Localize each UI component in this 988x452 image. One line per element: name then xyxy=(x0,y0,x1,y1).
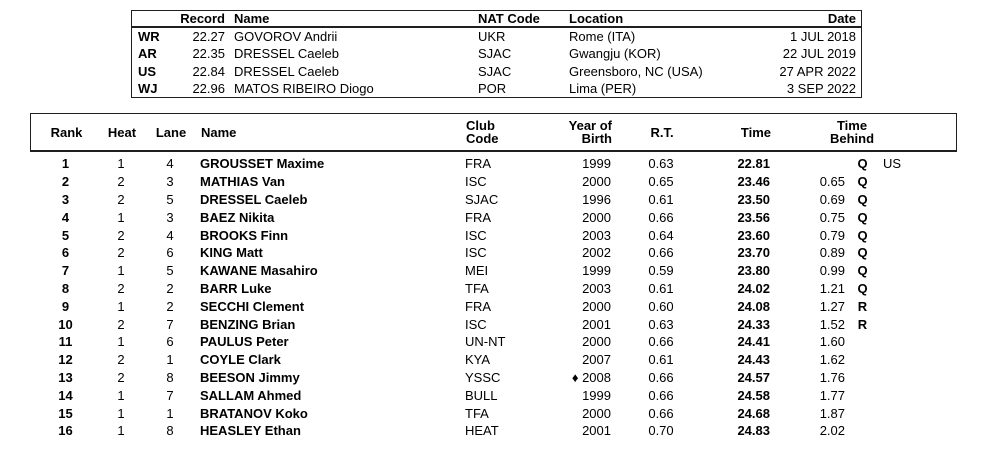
result-row-cell-q: Q xyxy=(857,280,868,296)
result-row-cell-time: 23.80 xyxy=(737,263,770,279)
result-row-cell-heat: 2 xyxy=(117,191,125,207)
record-row-cell-date: 27 APR 2022 xyxy=(779,63,856,79)
result-row-cell-name: BAEZ Nikita xyxy=(200,209,275,225)
result-row-cell-time: 23.56 xyxy=(737,209,770,225)
result-row-cell-rt: 0.66 xyxy=(648,369,674,385)
record-row-cell-type: AR xyxy=(138,46,157,62)
results-header-time-behind xyxy=(776,119,928,145)
result-row-cell-q: Q xyxy=(857,227,868,243)
result-row-cell-lane: 3 xyxy=(166,174,174,190)
result-row-cell-rank: 12 xyxy=(58,352,73,368)
result-row-cell-behind: 1.87 xyxy=(819,405,845,421)
result-row-cell-lane: 6 xyxy=(166,245,174,261)
result-row-cell-yob: 2003 xyxy=(582,227,611,243)
result-row-cell-heat: 2 xyxy=(117,227,125,243)
result-row-cell-rank: 10 xyxy=(58,316,73,332)
result-row-cell-time: 24.83 xyxy=(737,423,770,439)
result-row-cell-lane: 2 xyxy=(166,280,174,296)
result-row-cell-heat: 2 xyxy=(117,352,125,368)
result-row-cell-name: KING Matt xyxy=(200,245,263,261)
result-row-cell-q: Q xyxy=(857,174,868,190)
result-row-cell-heat: 1 xyxy=(117,387,125,403)
result-row-cell-rank: 1 xyxy=(61,156,70,172)
result-row-cell-behind: 0.79 xyxy=(819,227,845,243)
result-row-cell-time: 24.57 xyxy=(737,369,770,385)
result-row-cell-behind: 1.77 xyxy=(819,387,845,403)
result-row-cell-name: PAULUS Peter xyxy=(200,334,289,350)
record-row-cell-date: 22 JUL 2019 xyxy=(782,46,856,62)
result-row-cell-club: ISC xyxy=(465,174,487,190)
result-row-cell-heat: 1 xyxy=(117,405,125,421)
result-row-cell-rank: 9 xyxy=(61,298,70,314)
result-row xyxy=(30,244,957,262)
result-row-cell-rank: 16 xyxy=(58,423,73,439)
result-row-cell-heat: 2 xyxy=(117,316,125,332)
record-row xyxy=(132,80,861,97)
result-row-cell-rt: 0.65 xyxy=(648,174,674,190)
result-row-cell-club: SJAC xyxy=(465,191,499,207)
record-row-cell-location: Rome (ITA) xyxy=(569,29,636,45)
result-row-cell-behind: 1.27 xyxy=(819,298,845,314)
result-row-cell-lane: 5 xyxy=(166,263,174,279)
records-header-row xyxy=(132,11,861,28)
result-row-cell-rank: 14 xyxy=(58,387,73,403)
results-header-yob-line1: Year of xyxy=(568,118,612,133)
result-row-cell-behind: 0.89 xyxy=(819,245,845,261)
result-row-cell-club: KYA xyxy=(465,352,491,368)
record-row-cell-name: DRESSEL Caeleb xyxy=(234,46,340,62)
result-row-cell-time: 23.60 xyxy=(737,227,770,243)
result-row-cell-name: MATHIAS Van xyxy=(200,174,285,190)
result-row-cell-q: Q xyxy=(857,263,868,279)
record-row-cell-nat: SJAC xyxy=(478,63,512,79)
result-row-cell-rt: 0.63 xyxy=(648,156,674,172)
results-header-lane: Lane xyxy=(155,124,187,140)
record-row-cell-location: Gwangju (KOR) xyxy=(569,46,661,62)
record-row-cell-record: 22.84 xyxy=(192,63,225,79)
result-row xyxy=(30,191,957,209)
result-row-cell-club: ISC xyxy=(465,227,487,243)
record-row-cell-record: 22.96 xyxy=(192,80,225,96)
result-row-cell-lane: 1 xyxy=(166,352,174,368)
result-row-cell-time: 22.81 xyxy=(737,156,770,172)
record-row-cell-location: Lima (PER) xyxy=(569,80,637,96)
result-row-cell-time: 24.41 xyxy=(737,334,770,350)
result-row-cell-yob: 2007 xyxy=(582,352,611,368)
record-row-cell-name: DRESSEL Caeleb xyxy=(234,63,340,79)
result-row-cell-yob: 1996 xyxy=(582,191,611,207)
result-row-cell-time: 24.58 xyxy=(737,387,770,403)
result-row-cell-name: BRATANOV Koko xyxy=(200,405,308,421)
result-row-cell-rank: 6 xyxy=(61,245,70,261)
result-row-cell-time: 23.46 xyxy=(737,174,770,190)
result-row-cell-rank: 7 xyxy=(61,263,70,279)
record-row xyxy=(132,28,861,45)
result-row-cell-club: BULL xyxy=(465,387,498,403)
record-row-cell-type: US xyxy=(138,63,157,79)
result-row-cell-rank: 11 xyxy=(58,334,73,350)
result-row-cell-club: YSSC xyxy=(465,369,501,385)
result-row-cell-club: FRA xyxy=(465,209,491,225)
result-row xyxy=(30,226,957,244)
result-row-cell-rt: 0.64 xyxy=(648,227,674,243)
record-row-cell-record: 22.35 xyxy=(192,46,225,62)
result-row-cell-time: 24.43 xyxy=(737,352,770,368)
result-row-cell-name: DRESSEL Caeleb xyxy=(200,191,308,207)
result-row-cell-yob: 2000 xyxy=(582,298,611,314)
results-header-row xyxy=(30,113,957,152)
records-header-nat-code: NAT Code xyxy=(478,11,540,26)
records-header-record: Record xyxy=(180,11,225,26)
result-row-cell-lane: 3 xyxy=(166,209,174,225)
record-row-cell-date: 3 SEP 2022 xyxy=(786,80,856,96)
record-row-cell-date: 1 JUL 2018 xyxy=(789,29,856,45)
result-row-cell-rt: 0.61 xyxy=(648,352,674,368)
result-row-cell-behind: 1.60 xyxy=(819,334,845,350)
result-row-cell-yob: 1999 xyxy=(582,263,611,279)
records-header-name: Name xyxy=(234,11,270,26)
result-row-cell-behind: 1.21 xyxy=(819,280,845,296)
result-row-cell-yob: 2001 xyxy=(582,316,611,332)
result-row xyxy=(30,280,957,298)
result-row-cell-time: 23.50 xyxy=(737,191,770,207)
results-header-rank: Rank xyxy=(50,124,83,140)
result-row xyxy=(30,386,957,404)
result-row-cell-lane: 8 xyxy=(166,423,174,439)
result-row-cell-rt: 0.61 xyxy=(648,280,674,296)
record-row-cell-nat: SJAC xyxy=(478,46,512,62)
result-row-cell-yob: 2000 xyxy=(582,334,611,350)
result-row-cell-rt: 0.66 xyxy=(648,245,674,261)
record-row-cell-name: GOVOROV Andrii xyxy=(234,29,338,45)
result-row-cell-rank: 13 xyxy=(58,369,73,385)
result-row-cell-heat: 1 xyxy=(117,423,125,439)
result-row-cell-lane: 2 xyxy=(166,298,174,314)
result-row-cell-heat: 1 xyxy=(117,334,125,350)
result-row xyxy=(30,351,957,369)
results-rows xyxy=(30,152,957,440)
result-row-cell-rt: 0.66 xyxy=(648,209,674,225)
result-row-cell-note: US xyxy=(883,156,902,172)
result-row-cell-time: 24.02 xyxy=(737,280,770,296)
result-row-cell-club: HEAT xyxy=(465,423,499,439)
result-row-cell-name: KAWANE Masahiro xyxy=(200,263,318,279)
record-row-cell-type: WR xyxy=(138,29,160,45)
result-row xyxy=(30,422,957,440)
record-row-cell-location: Greensboro, NC (USA) xyxy=(569,63,703,79)
result-row-cell-lane: 1 xyxy=(166,405,174,421)
result-row-cell-behind: 1.62 xyxy=(819,352,845,368)
records-table xyxy=(131,10,862,98)
results-header-behind-line1: Time xyxy=(836,118,868,133)
result-row-cell-lane: 6 xyxy=(166,334,174,350)
result-row-cell-heat: 2 xyxy=(117,174,125,190)
result-row xyxy=(30,404,957,422)
result-row xyxy=(30,155,957,173)
result-row-cell-lane: 7 xyxy=(166,316,174,332)
results-header-club-line2: Code xyxy=(466,131,499,146)
result-row-cell-rank: 15 xyxy=(58,405,73,421)
result-row-cell-rt: 0.59 xyxy=(648,263,674,279)
result-row-cell-heat: 1 xyxy=(117,263,125,279)
result-row xyxy=(30,262,957,280)
result-row-cell-club: UN-NT xyxy=(465,334,506,350)
result-row xyxy=(30,208,957,226)
results-header-yob-line2: Birth xyxy=(581,131,612,146)
result-row-cell-behind: 0.65 xyxy=(819,174,845,190)
result-row-cell-time: 23.70 xyxy=(737,245,770,261)
result-row-cell-time: 24.33 xyxy=(737,316,770,332)
result-row-cell-lane: 7 xyxy=(166,387,174,403)
record-row xyxy=(132,45,861,62)
result-row xyxy=(30,297,957,315)
result-row-cell-rank: 8 xyxy=(61,280,70,296)
result-row-cell-time: 24.68 xyxy=(737,405,770,421)
record-row xyxy=(132,63,861,80)
result-row-cell-yob: 2001 xyxy=(582,423,611,439)
result-row-cell-heat: 1 xyxy=(117,209,125,225)
result-row-cell-lane: 5 xyxy=(166,191,174,207)
results-header-behind-line2: Behind xyxy=(829,131,875,146)
result-row-cell-yob: 1999 xyxy=(582,156,611,172)
result-row-cell-heat: 1 xyxy=(117,298,125,314)
result-row-cell-behind: 1.52 xyxy=(819,316,845,332)
result-row-cell-name: BEESON Jimmy xyxy=(200,369,300,385)
result-row-cell-club: TFA xyxy=(465,405,489,421)
results-header-reaction-time: R.T. xyxy=(650,124,674,140)
result-row-cell-behind: 1.76 xyxy=(819,369,845,385)
result-row-cell-yob: 2003 xyxy=(582,280,611,296)
results-header-year-of-birth xyxy=(536,119,616,145)
result-row-cell-q: Q xyxy=(857,191,868,207)
result-row-cell-yob: 2000 xyxy=(582,174,611,190)
result-row xyxy=(30,369,957,387)
result-row-cell-behind: 2.02 xyxy=(819,423,845,439)
result-row-cell-q: Q xyxy=(857,156,868,172)
result-row-cell-behind: 0.99 xyxy=(819,263,845,279)
result-row-cell-heat: 2 xyxy=(117,369,125,385)
results-header-club-line1: Club xyxy=(466,118,495,133)
result-row-cell-rt: 0.60 xyxy=(648,298,674,314)
result-row-cell-behind: 0.75 xyxy=(819,209,845,225)
result-row-cell-yob: 2000 xyxy=(582,209,611,225)
results-header-club-code xyxy=(466,119,536,145)
result-row-cell-name: COYLE Clark xyxy=(200,352,281,368)
result-row-cell-lane: 4 xyxy=(166,156,174,172)
result-row xyxy=(30,173,957,191)
result-row-cell-club: ISC xyxy=(465,245,487,261)
record-row-cell-nat: POR xyxy=(478,80,507,96)
record-row-cell-nat: UKR xyxy=(478,29,506,45)
results-header-time: Time xyxy=(740,124,771,140)
result-row-cell-rank: 2 xyxy=(61,174,70,190)
result-row-cell-lane: 8 xyxy=(166,369,174,385)
result-row-cell-q: R xyxy=(857,316,868,332)
result-row-cell-lane: 4 xyxy=(166,227,174,243)
result-row-cell-rank: 5 xyxy=(61,227,70,243)
result-row-cell-club: FRA xyxy=(465,156,491,172)
record-row-cell-name: MATOS RIBEIRO Diogo xyxy=(234,80,374,96)
result-row-cell-name: BENZING Brian xyxy=(200,316,296,332)
result-row-cell-name: GROUSSET Maxime xyxy=(200,156,325,172)
result-row-cell-heat: 1 xyxy=(117,156,125,172)
result-row-cell-club: ISC xyxy=(465,316,487,332)
result-row-cell-rt: 0.66 xyxy=(648,334,674,350)
results-header-name: Name xyxy=(201,124,237,140)
result-row-cell-rt: 0.66 xyxy=(648,405,674,421)
result-row-cell-name: HEASLEY Ethan xyxy=(200,423,301,439)
record-row-cell-record: 22.27 xyxy=(192,29,225,45)
result-row-cell-heat: 2 xyxy=(117,245,125,261)
result-row-cell-club: TFA xyxy=(465,280,489,296)
result-row-cell-club: MEI xyxy=(465,263,489,279)
result-row-cell-time: 24.08 xyxy=(737,298,770,314)
results-table xyxy=(30,113,957,440)
result-row xyxy=(30,333,957,351)
records-header-location: Location xyxy=(569,11,624,26)
result-row-cell-q: Q xyxy=(857,245,868,261)
result-row-cell-rank: 3 xyxy=(61,191,70,207)
result-row-cell-rt: 0.70 xyxy=(648,423,674,439)
result-row-cell-name: BARR Luke xyxy=(200,280,272,296)
result-row-cell-yob: ♦ 2008 xyxy=(571,369,611,385)
result-row-cell-q: R xyxy=(857,298,868,314)
record-row-cell-type: WJ xyxy=(138,80,158,96)
result-row-cell-behind: 0.69 xyxy=(819,191,845,207)
result-row-cell-rt: 0.63 xyxy=(648,316,674,332)
result-row xyxy=(30,315,957,333)
result-row-cell-club: FRA xyxy=(465,298,491,314)
result-row-cell-q: Q xyxy=(857,209,868,225)
result-row-cell-name: SECCHI Clement xyxy=(200,298,305,314)
result-row-cell-heat: 2 xyxy=(117,280,125,296)
result-row-cell-rank: 4 xyxy=(61,209,70,225)
records-header-date: Date xyxy=(827,11,856,26)
result-row-cell-rt: 0.61 xyxy=(648,191,674,207)
result-row-cell-yob: 1999 xyxy=(582,387,611,403)
result-row-cell-rt: 0.66 xyxy=(648,387,674,403)
result-row-cell-yob: 2000 xyxy=(582,405,611,421)
result-row-cell-name: BROOKS Finn xyxy=(200,227,289,243)
result-row-cell-name: SALLAM Ahmed xyxy=(200,387,302,403)
result-row-cell-yob: 2002 xyxy=(582,245,611,261)
results-header-heat: Heat xyxy=(107,124,137,140)
records-rows xyxy=(132,28,861,97)
